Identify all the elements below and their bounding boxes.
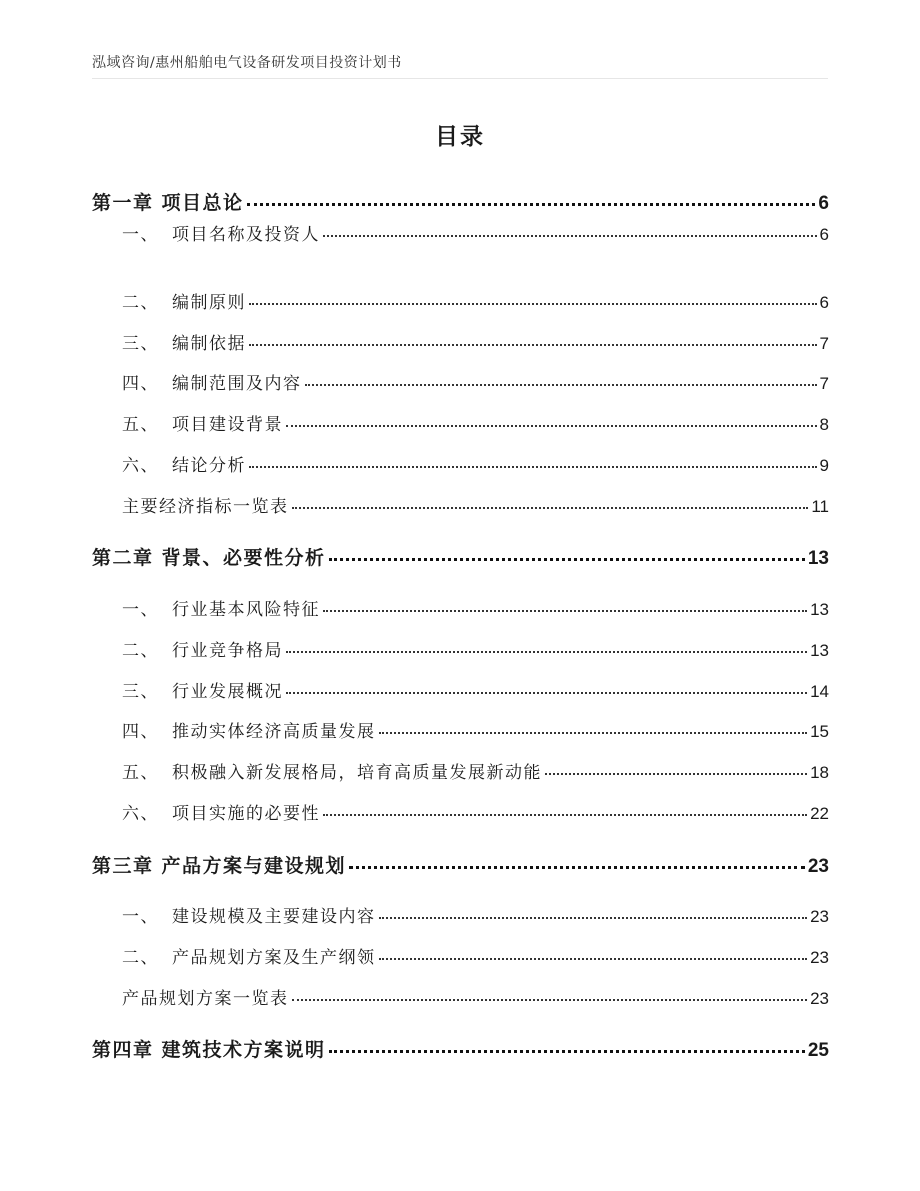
toc-entry-page-number: 23 bbox=[810, 948, 829, 967]
toc-entry-table[interactable] bbox=[92, 492, 829, 517]
toc-entry-page-number: 14 bbox=[810, 682, 829, 701]
toc-entry-text: 项目实施的必要性 bbox=[172, 804, 320, 824]
dot-leader bbox=[286, 651, 807, 653]
toc-entry-section[interactable] bbox=[92, 636, 829, 661]
toc-entry-chapter[interactable] bbox=[92, 188, 829, 215]
page-title: 目录 bbox=[435, 123, 485, 150]
toc-entry-text: 编制原则 bbox=[172, 293, 246, 313]
dot-leader bbox=[323, 610, 807, 612]
toc-entry-number: 一、 bbox=[122, 600, 159, 620]
toc-entry-label bbox=[122, 410, 283, 435]
running-header: 泓域咨询/惠州船舶电气设备研发项目投资计划书 bbox=[92, 55, 402, 71]
toc-entry-section[interactable] bbox=[92, 677, 829, 702]
dot-leader bbox=[349, 866, 805, 869]
toc-entry-number: 二、 bbox=[122, 293, 159, 313]
toc-entry-label bbox=[122, 799, 320, 824]
toc-entry-number: 第三章 bbox=[92, 855, 154, 877]
toc-entry-number: 二、 bbox=[122, 641, 159, 661]
toc-entry-number: 四、 bbox=[122, 722, 159, 742]
toc-entry-number: 五、 bbox=[122, 763, 159, 783]
toc-entry-label bbox=[122, 369, 302, 394]
toc-entry-page-number: 18 bbox=[810, 763, 829, 782]
toc-entry-text: 产品规划方案一览表 bbox=[122, 989, 289, 1009]
toc-entry-label bbox=[122, 943, 376, 968]
dot-leader bbox=[292, 507, 809, 509]
toc-entry-section[interactable] bbox=[92, 451, 829, 476]
toc-entry-label bbox=[122, 717, 376, 742]
toc-entry-page-number: 23 bbox=[807, 856, 829, 877]
toc-entry-text: 行业竞争格局 bbox=[172, 641, 283, 661]
toc-entry-number: 四、 bbox=[122, 374, 159, 394]
toc-entry-number: 第二章 bbox=[92, 547, 154, 569]
toc-entry-number: 二、 bbox=[122, 948, 159, 968]
toc-entry-label bbox=[92, 851, 346, 878]
toc-entry-page-number: 13 bbox=[810, 600, 829, 619]
toc-entry-page-number: 25 bbox=[807, 1040, 829, 1061]
dot-leader bbox=[286, 692, 807, 694]
toc-entry-chapter[interactable] bbox=[92, 851, 829, 878]
toc-entry-section[interactable] bbox=[92, 758, 829, 783]
toc-entry-section[interactable] bbox=[92, 902, 829, 927]
toc-entry-label bbox=[92, 188, 244, 215]
dot-leader bbox=[249, 303, 817, 305]
toc-entry-text: 推动实体经济高质量发展 bbox=[172, 722, 376, 742]
toc-entry-section[interactable] bbox=[92, 288, 829, 313]
toc-entry-page-number: 6 bbox=[819, 225, 829, 244]
toc-entry-text: 结论分析 bbox=[172, 456, 246, 476]
toc-entry-label bbox=[122, 984, 289, 1009]
toc-entry-label bbox=[122, 492, 289, 517]
toc-entry-number: 第一章 bbox=[92, 192, 154, 214]
dot-leader bbox=[329, 1050, 805, 1053]
toc-entry-text: 行业发展概况 bbox=[172, 682, 283, 702]
dot-leader bbox=[247, 203, 816, 206]
toc-entry-section[interactable] bbox=[92, 220, 829, 245]
toc-entry-label bbox=[122, 677, 283, 702]
toc-entry-number: 第四章 bbox=[92, 1039, 154, 1061]
dot-leader bbox=[545, 773, 807, 775]
toc-entry-section[interactable] bbox=[92, 329, 829, 354]
toc-entry-page-number: 8 bbox=[819, 415, 829, 434]
toc-entry-text: 产品方案与建设规划 bbox=[161, 855, 347, 877]
toc-entry-section[interactable] bbox=[92, 410, 829, 435]
toc-entry-page-number: 13 bbox=[807, 548, 829, 569]
dot-leader bbox=[292, 999, 808, 1001]
toc-entry-number: 一、 bbox=[122, 225, 159, 245]
toc-entry-text: 建设规模及主要建设内容 bbox=[172, 907, 376, 927]
toc-entry-section[interactable] bbox=[92, 799, 829, 824]
toc-entry-text: 主要经济指标一览表 bbox=[122, 497, 289, 517]
toc-entry-text: 建筑技术方案说明 bbox=[161, 1039, 326, 1061]
dot-leader bbox=[286, 425, 817, 427]
toc-entry-label bbox=[122, 758, 542, 783]
toc-entry-page-number: 6 bbox=[819, 293, 829, 312]
toc-entry-chapter[interactable] bbox=[92, 543, 829, 570]
toc-entry-page-number: 23 bbox=[810, 989, 829, 1008]
toc-entry-number: 三、 bbox=[122, 334, 159, 354]
toc-entry-number: 五、 bbox=[122, 415, 159, 435]
toc-entry-text: 编制依据 bbox=[172, 334, 246, 354]
toc-entry-label bbox=[122, 595, 320, 620]
toc-entry-text: 积极融入新发展格局，培育高质量发展新动能 bbox=[172, 763, 542, 783]
dot-leader bbox=[379, 732, 808, 734]
dot-leader bbox=[305, 384, 817, 386]
toc-entry-number: 三、 bbox=[122, 682, 159, 702]
dot-leader bbox=[329, 558, 805, 561]
toc-entry-table[interactable] bbox=[92, 984, 829, 1009]
toc-entry-number: 六、 bbox=[122, 456, 159, 476]
toc-entry-label bbox=[122, 636, 283, 661]
toc-entry-text: 项目建设背景 bbox=[172, 415, 283, 435]
toc-entry-text: 背景、必要性分析 bbox=[161, 547, 326, 569]
toc-entry-section[interactable] bbox=[92, 717, 829, 742]
toc-entry-number: 六、 bbox=[122, 804, 159, 824]
toc-entry-page-number: 13 bbox=[810, 641, 829, 660]
toc-entry-section[interactable] bbox=[92, 595, 829, 620]
toc-entry-page-number: 7 bbox=[819, 334, 829, 353]
toc-entry-page-number: 11 bbox=[811, 497, 829, 516]
table-of-contents bbox=[92, 0, 829, 1191]
toc-entry-label bbox=[122, 220, 320, 245]
toc-entry-page-number: 15 bbox=[810, 722, 829, 741]
toc-entry-page-number: 9 bbox=[819, 456, 829, 475]
toc-entry-page-number: 7 bbox=[819, 374, 829, 393]
toc-entry-label bbox=[122, 451, 246, 476]
toc-entry-label bbox=[122, 329, 246, 354]
toc-entry-text: 产品规划方案及生产纲领 bbox=[172, 948, 376, 968]
toc-entry-label bbox=[122, 902, 376, 927]
dot-leader bbox=[323, 814, 807, 816]
dot-leader bbox=[249, 344, 817, 346]
dot-leader bbox=[379, 958, 808, 960]
dot-leader bbox=[323, 235, 817, 237]
toc-entry-chapter[interactable] bbox=[92, 1035, 829, 1062]
toc-entry-label bbox=[92, 543, 326, 570]
toc-entry-text: 项目名称及投资人 bbox=[172, 225, 320, 245]
toc-entry-text: 编制范围及内容 bbox=[172, 374, 302, 394]
toc-entry-page-number: 22 bbox=[810, 804, 829, 823]
toc-entry-label bbox=[92, 1035, 326, 1062]
dot-leader bbox=[379, 917, 808, 919]
toc-entry-section[interactable] bbox=[92, 369, 829, 394]
toc-entry-section[interactable] bbox=[92, 943, 829, 968]
toc-entry-text: 项目总论 bbox=[161, 192, 244, 214]
toc-entry-text: 行业基本风险特征 bbox=[172, 600, 320, 620]
toc-entry-number: 一、 bbox=[122, 907, 159, 927]
toc-entry-label bbox=[122, 288, 246, 313]
toc-entry-page-number: 23 bbox=[810, 907, 829, 926]
dot-leader bbox=[249, 466, 817, 468]
toc-entry-page-number: 6 bbox=[818, 193, 829, 214]
